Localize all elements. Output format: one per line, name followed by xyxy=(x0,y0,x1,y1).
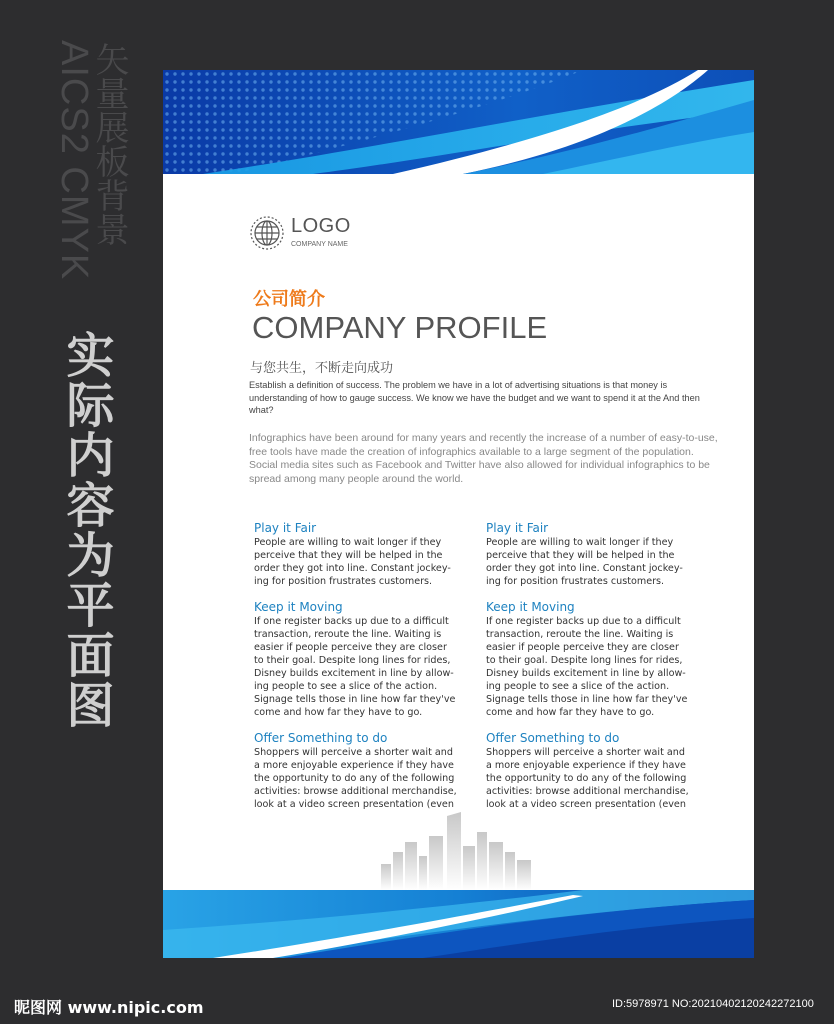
section-body: If one register backs up due to a difficult transaction, reroute the line. Waiting is easier if people perceive they are closer to their goal. Despite long lines for rides, Disney builds excitement in line by allow- ing people to see a slice of the action. Signage tells those in line how far they've come and how far they have to go. xyxy=(254,616,456,718)
section-offer-something xyxy=(254,731,474,811)
section-body: Shoppers will perceive a shorter wait and a more enjoyable experience if they have the opportunity to do any of the following activities: browse additional merchandise, look at a video screen presentation (even xyxy=(254,747,457,810)
section-offer-something xyxy=(486,731,706,811)
left-column xyxy=(254,521,474,811)
vertical-format-label: AICS2 CMYK xyxy=(53,40,95,281)
poster-sheet xyxy=(163,70,754,958)
logo-title: LOGO xyxy=(291,215,351,237)
vertical-main-note: 实际内容为平面图 xyxy=(58,330,114,730)
section-keep-it-moving xyxy=(254,600,474,731)
section-heading: Offer Something to do xyxy=(254,731,388,745)
top-wave-banner xyxy=(163,70,754,174)
city-skyline-illustration xyxy=(373,812,553,890)
section-heading: Keep it Moving xyxy=(254,600,343,614)
intro-paragraph-2: Infographics have been around for many years and recently the increase of a number of easy-to-use, free tools have made the creation of infographics available to a large segment of the population. Social media sites such as Facebook and Twitter have also allowed for individual infographics to be spread among many people around the world. xyxy=(249,432,718,485)
section-keep-it-moving xyxy=(486,600,706,731)
intro-paragraph-1: Establish a definition of success. The problem we have in a lot of advertising situations is that money is understanding of how to gauge success. We know we have the budget and we want to spend it at the And then what? xyxy=(249,380,700,416)
section-play-it-fair xyxy=(254,521,474,600)
section-body: People are willing to wait longer if they perceive that they will be helped in the order they got into line. Constant jockey- ing for position frustrates customers. xyxy=(254,537,451,587)
chinese-title: 公司简介 xyxy=(253,289,325,310)
logo-company-name: COMPANY NAME xyxy=(291,241,348,248)
section-body: Shoppers will perceive a shorter wait and a more enjoyable experience if they have the opportunity to do any of the following activities: browse additional merchandise, look at a video screen presentation (even xyxy=(486,747,689,810)
section-heading: Offer Something to do xyxy=(486,731,620,745)
section-body: People are willing to wait longer if they perceive that they will be helped in the order they got into line. Constant jockey- ing for position frustrates customers. xyxy=(486,537,683,587)
section-play-it-fair xyxy=(486,521,706,600)
section-heading: Keep it Moving xyxy=(486,600,575,614)
section-heading: Play it Fair xyxy=(486,521,549,535)
vertical-board-label: 矢量展板背景 xyxy=(89,42,129,246)
tagline: 与您共生，不断走向成功 xyxy=(250,361,394,376)
bottom-wave-banner xyxy=(163,890,754,958)
image-id-text: ID:5978971 NO:20210402120242272100 xyxy=(612,998,814,1010)
company-profile-title: COMPANY PROFILE xyxy=(252,310,548,345)
section-body: If one register backs up due to a difficult transaction, reroute the line. Waiting is easier if people perceive they are closer to their goal. Despite long lines for rides, Disney builds excitement in line by allow- ing people to see a slice of the action. Signage tells those in line how far they've come and how far they have to go. xyxy=(486,616,688,718)
site-watermark: 昵图网 www.nipic.com xyxy=(14,998,204,1017)
right-column xyxy=(486,521,706,811)
section-heading: Play it Fair xyxy=(254,521,317,535)
